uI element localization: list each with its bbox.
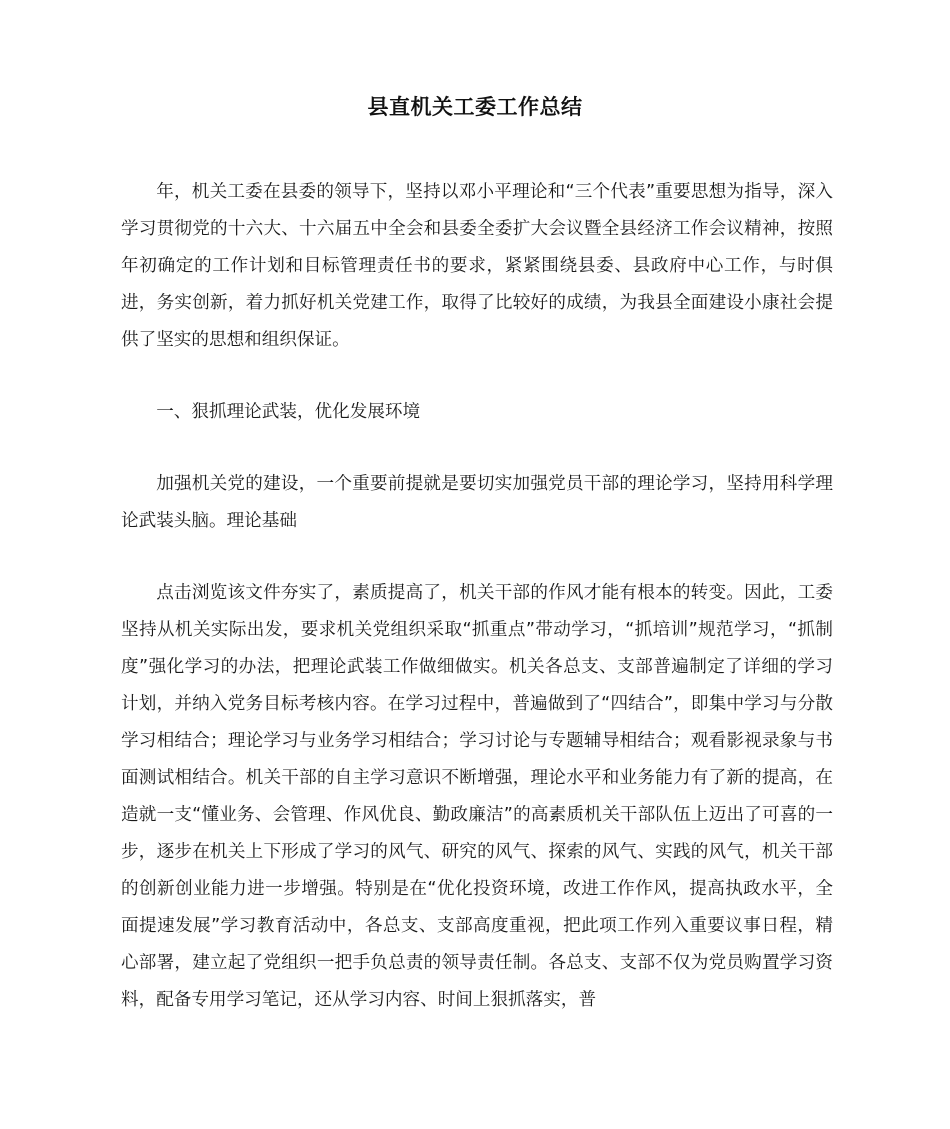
intro-paragraph: 年，机关工委在县委的领导下，坚持以邓小平理论和“三个代表”重要思想为指导，深入学习贯彻党的十六大、十六届五中全会和县委全委扩大会议暨全县经济工作会议精神，按照年初确定的工作计划和目标管理责任书的要求，紧紧围绕县委、县政府中心工作，与时俱进，务实创新，着力抓好机关党建工作，取得了比较好的成绩，为我县全面建设小康社会提供了坚实的思想和组织保证。	[121, 182, 833, 350]
body-paragraph: 点击浏览该文件夯实了，素质提高了，机关干部的作风才能有根本的转变。因此，工委坚持从机关实际出发，要求机关党组织采取“抓重点”带动学习，“抓培训”规范学习，“抓制度”强化学习的办法，把理论武装工作做细做实。机关各总支、支部普遍制定了详细的学习计划，并纳入党务目标考核内容。在学习过程中，普遍做到了“四结合”，即集中学习与分散学习相结合；理论学习与业务学习相结合；学习讨论与专题辅导相结合；观看影视录象与书面测试相结合。机关干部的自主学习意识不断增强，理论水平和业务能力有了新的提高，在造就一支“懂业务、会管理、作风优良、勤政廉洁”的高素质机关干部队伍上迈出了可喜的一步，逐步在机关上下形成了学习的风气、研究的风气、探索的风气、实践的风气，机关干部的创新创业能力进一步增强。特别是在“优化投资环境，改进工作作风，提高执政水平，全面提速发展”学习教育活动中，各总支、支部高度重视，把此项工作列入重要议事日程，精心部署，建立起了党组织一把手负总责的领导责任制。各总支、支部不仅为党员购置学习资料，配备专用学习笔记，还从学习内容、时间上狠抓落实，普	[121, 583, 833, 1010]
document-body	[121, 174, 833, 1019]
section-heading: 一、狠抓理论武装，优化发展环境	[156, 402, 421, 422]
body-paragraph: 加强机关党的建设，一个重要前提就是要切实加强党员干部的理论学习，坚持用科学理论武装头脑。理论基础	[121, 474, 833, 531]
document-title: 县直机关工委工作总结	[367, 95, 583, 119]
